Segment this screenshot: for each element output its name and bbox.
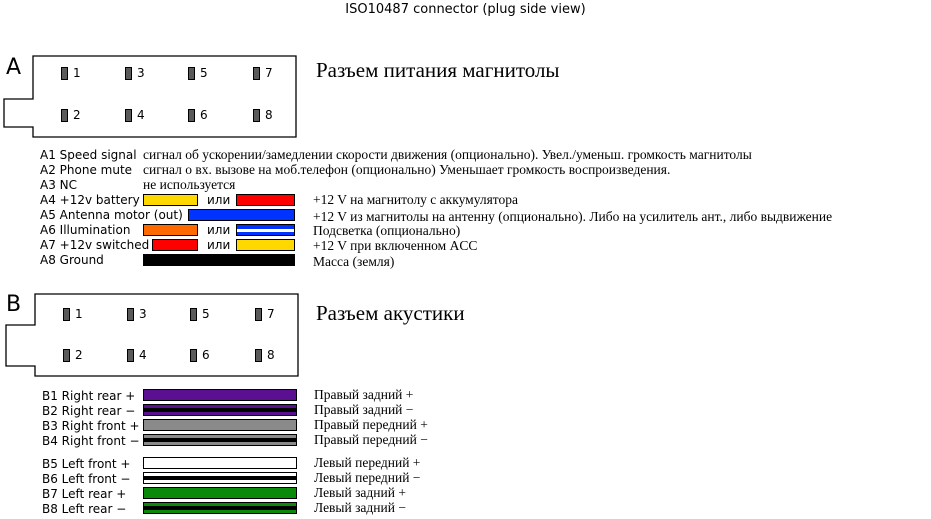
pin-a2-label: A2 Phone mute (40, 163, 133, 177)
pin-b6-wire-stripe (144, 476, 296, 480)
pin-a1-description: сигнал об ускорении/замедлении скорости движения (опционально). Увел./уменьш. громкость магнитолы (143, 147, 752, 162)
connector-b-pin-4-number: 4 (139, 348, 147, 362)
pin-a5-description: +12 V из магнитолы на антенну (опционально). Либо на усилитель ант., либо выдвижение (313, 209, 833, 224)
pin-a4-description: +12 V на магнитолу с аккумулятора (313, 192, 519, 207)
section-b-heading: Разъем акустики (316, 301, 465, 325)
pin-b8-wire-stripe (144, 506, 296, 510)
pin-a6-or: или (207, 223, 231, 237)
connector-a-pin-4-number: 4 (137, 108, 145, 122)
pin-b7-wire-green (143, 487, 297, 499)
pin-b5-description: Левый передний + (314, 455, 421, 470)
connector-a-pin-6-number: 6 (200, 108, 208, 122)
connector-a-pin-1-number: 1 (73, 66, 81, 80)
connector-b-pin-1-number: 1 (75, 307, 83, 321)
pin-b1-label: B1 Right rear + (42, 389, 136, 403)
pin-b2-wire-stripe (144, 408, 296, 412)
pin-a2-description: сигнал о вх. вызове на моб.телефон (опционально) Уменьшает громкость воспроизведения. (143, 162, 671, 177)
connector-b-pin-8 (255, 349, 262, 362)
pin-b5-label: B5 Left front + (42, 457, 131, 471)
pin-b6-label: B6 Left front − (42, 472, 131, 486)
connector-b-pin-6-number: 6 (202, 348, 210, 362)
pin-b4-label: B4 Right front − (42, 434, 140, 448)
connector-b-pin-6 (190, 349, 197, 362)
connector-a-pin-8-number: 8 (265, 108, 273, 122)
pin-b1-description: Правый задний + (314, 387, 414, 402)
pin-a8-description: Масса (земля) (313, 254, 395, 269)
connector-b-outline (0, 0, 300, 380)
connector-b-pin-5-number: 5 (202, 307, 210, 321)
pin-a4-or: или (207, 193, 231, 207)
connector-b-pin-4 (127, 349, 134, 362)
pin-b6-description: Левый передний − (314, 470, 421, 485)
pin-b2-wire-violet-black (143, 404, 297, 416)
pin-b6-wire-white-black (143, 472, 297, 484)
pin-b7-label: B7 Left rear + (42, 487, 127, 501)
pin-b1-wire-violet (143, 389, 297, 401)
pin-a3-description: не используется (143, 177, 236, 192)
connector-a-pin-7-number: 7 (265, 66, 273, 80)
connector-b-pin-7-number: 7 (267, 307, 275, 321)
pin-b8-description: Левый задний − (314, 500, 406, 515)
pin-a1-label: A1 Speed signal (40, 148, 137, 162)
connector-b-pin-5 (190, 308, 197, 321)
pin-b4-description: Правый передний − (314, 432, 428, 447)
connector-a-pin-3-number: 3 (137, 66, 145, 80)
pin-b4-wire-stripe (144, 438, 296, 442)
connector-b-pin-1 (63, 308, 70, 321)
section-a-letter: A (6, 55, 22, 80)
diagram-title: ISO10487 connector (plug side view) (345, 2, 586, 17)
pin-b5-wire-white (143, 457, 297, 469)
pin-b7-description: Левый задний + (314, 485, 406, 500)
pin-a7-or: или (207, 238, 231, 252)
section-a-heading: Разъем питания магнитолы (316, 58, 560, 82)
pin-b2-label: B2 Right rear − (42, 404, 136, 418)
connector-b-pin-3 (127, 308, 134, 321)
connector-a-pin-2-number: 2 (73, 108, 81, 122)
connector-b-pin-3-number: 3 (139, 307, 147, 321)
pin-b3-label: B3 Right front + (42, 419, 140, 433)
pin-a4-label: A4 +12v battery (40, 193, 140, 207)
connector-b-pin-2 (63, 349, 70, 362)
pin-a7-label: A7 +12v switched (40, 238, 150, 252)
pin-a7-description: +12 V при включенном ACC (313, 238, 478, 253)
pin-a6-description: Подсветка (опционально) (313, 223, 461, 238)
pin-a6-label: A6 Illumination (40, 223, 131, 237)
pin-a3-label: A3 NC (40, 178, 78, 192)
connector-b-pin-2-number: 2 (75, 348, 83, 362)
connector-b-pin-7 (255, 308, 262, 321)
pin-b2-description: Правый задний − (314, 402, 414, 417)
pin-b3-description: Правый передний + (314, 417, 428, 432)
pin-b8-label: B8 Left rear − (42, 502, 127, 516)
pin-b4-wire-gray-black (143, 434, 297, 446)
pin-a8-label: A8 Ground (40, 253, 104, 267)
connector-a-pin-5-number: 5 (200, 66, 208, 80)
pin-b8-wire-green-black (143, 502, 297, 514)
section-b-letter: B (6, 292, 22, 317)
connector-b-pin-8-number: 8 (267, 348, 275, 362)
pin-a5-label: A5 Antenna motor (out) (40, 208, 183, 222)
pin-b3-wire-gray (143, 419, 297, 431)
